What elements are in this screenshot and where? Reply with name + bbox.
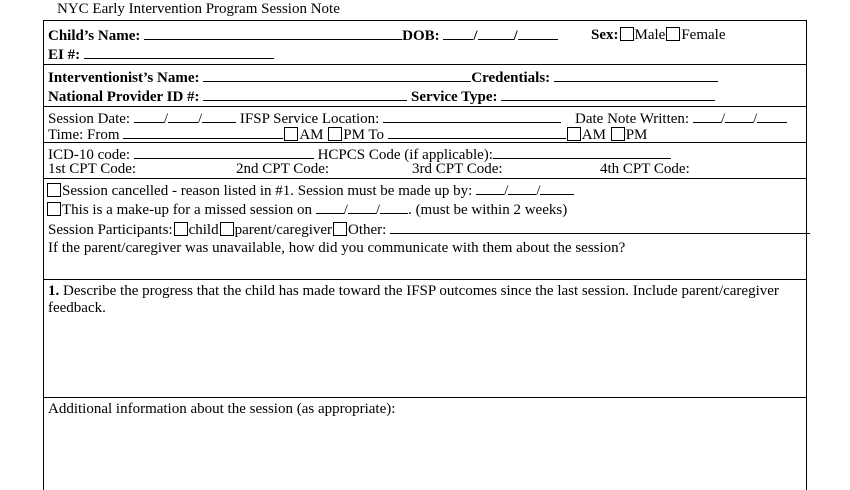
participants-row	[48, 221, 810, 238]
pm-checkbox[interactable]	[328, 127, 342, 141]
npi-label: National Provider ID #:	[48, 89, 200, 105]
cancelled-label: Session cancelled - reason listed in #1. Session must be made up by:	[62, 183, 473, 199]
additional-label: Additional information about the session (as appropriate):	[48, 401, 396, 417]
dob-day-field[interactable]	[478, 27, 514, 40]
male-label: Male	[634, 27, 666, 43]
sex-label: Sex:	[591, 27, 619, 43]
am-checkbox[interactable]	[284, 127, 298, 141]
divider	[43, 178, 807, 179]
other-label: Other:	[348, 222, 387, 238]
session-date-row: Session Date: / / IFSP Service Location:	[48, 110, 561, 127]
service-type-label: Service Type:	[411, 89, 498, 105]
session-date-label: Session Date:	[48, 111, 131, 127]
progress-number: 1.	[48, 283, 60, 299]
divider	[43, 397, 807, 398]
cpt4-label: 4th CPT Code:	[600, 161, 690, 177]
ei-row	[48, 46, 274, 63]
sex-group	[591, 27, 725, 43]
session-date-day[interactable]	[168, 110, 198, 123]
makeup-by-day[interactable]	[508, 182, 536, 195]
other-checkbox[interactable]	[333, 222, 347, 236]
child-name-field[interactable]	[144, 27, 402, 40]
npi-row	[48, 88, 715, 105]
am2-checkbox[interactable]	[567, 127, 581, 141]
makeup-by-year[interactable]	[540, 182, 574, 195]
ei-label: EI #:	[48, 47, 81, 63]
progress-answer-area[interactable]	[44, 318, 806, 396]
dob-year-field[interactable]	[518, 27, 558, 40]
unavailable-question: If the parent/caregiver was unavailable, how did you communicate with them about the session?	[48, 240, 626, 256]
session-date-year[interactable]	[202, 110, 236, 123]
pm2-checkbox[interactable]	[611, 127, 625, 141]
icd-field[interactable]	[134, 146, 314, 159]
child-name-label: Child’s Name:	[48, 28, 141, 44]
note-written-month[interactable]	[693, 110, 721, 123]
credentials-label: Credentials:	[471, 70, 551, 86]
male-checkbox[interactable]	[620, 27, 634, 41]
divider	[43, 106, 807, 107]
parent-checkbox[interactable]	[220, 222, 234, 236]
hcpcs-label: HCPCS Code (if applicable):	[317, 147, 493, 163]
hcpcs-field[interactable]	[493, 146, 671, 159]
makeup-note: . (must be within 2 weeks)	[408, 202, 568, 218]
child-label: child	[188, 222, 219, 238]
female-checkbox[interactable]	[666, 27, 680, 41]
female-label: Female	[681, 27, 726, 43]
dob-label: DOB:	[402, 28, 440, 44]
missed-day[interactable]	[348, 201, 376, 214]
interventionist-label: Interventionist’s Name:	[48, 70, 200, 86]
child-checkbox[interactable]	[174, 222, 188, 236]
cpt2-label: 2nd CPT Code:	[236, 161, 330, 177]
progress-text: Describe the progress that the child has made toward the IFSP outcomes since the last session. Include parent/caregiver	[59, 283, 779, 299]
icd-label: ICD-10 code:	[48, 147, 131, 163]
parent-label: parent/caregiver	[234, 222, 333, 238]
pm-to-label: PM To	[343, 127, 385, 143]
am-label: AM	[299, 127, 324, 143]
note-written-year[interactable]	[757, 110, 787, 123]
am2-label: AM	[581, 127, 606, 143]
icd-row	[48, 146, 671, 163]
note-written-group: Date Note Written: / /	[575, 110, 787, 127]
other-field[interactable]	[390, 221, 810, 234]
location-field[interactable]	[383, 110, 561, 123]
ei-field[interactable]	[84, 46, 274, 59]
location-label: IFSP Service Location:	[239, 111, 380, 127]
interventionist-row	[48, 69, 718, 86]
additional-answer-area[interactable]	[44, 420, 806, 480]
divider	[43, 64, 807, 65]
cancelled-row: Session cancelled - reason listed in #1. Session must be made up by: / /	[46, 182, 574, 199]
cancelled-checkbox[interactable]	[47, 183, 61, 197]
makeup-label: This is a make-up for a missed session on	[62, 202, 312, 218]
session-date-month[interactable]	[134, 110, 164, 123]
cpt3-label: 3rd CPT Code:	[412, 161, 503, 177]
npi-field[interactable]	[203, 88, 407, 101]
progress-text-line2: feedback.	[48, 300, 106, 316]
makeup-checkbox[interactable]	[47, 202, 61, 216]
missed-year[interactable]	[380, 201, 408, 214]
time-from-label: Time: From	[48, 127, 120, 143]
time-from-field[interactable]	[123, 126, 283, 139]
credentials-field[interactable]	[554, 69, 718, 82]
cpt1-label: 1st CPT Code:	[48, 161, 137, 177]
form-title: NYC Early Intervention Program Session Note	[57, 1, 340, 17]
time-row	[48, 126, 647, 143]
interventionist-field[interactable]	[203, 69, 471, 82]
dob-month-field[interactable]	[443, 27, 473, 40]
time-to-field[interactable]	[388, 126, 566, 139]
divider	[43, 279, 807, 280]
pm2-label: PM	[625, 127, 648, 143]
note-written-label: Date Note Written:	[575, 111, 690, 127]
makeup-by-month[interactable]	[476, 182, 504, 195]
progress-prompt	[48, 284, 779, 299]
child-name-row: Child’s Name: DOB: / /	[48, 27, 558, 44]
makeup-row: This is a make-up for a missed session on / / . (must be within 2 weeks)	[46, 201, 567, 218]
participants-label: Session Participants:	[48, 222, 173, 238]
service-type-field[interactable]	[501, 88, 715, 101]
note-written-day[interactable]	[725, 110, 753, 123]
missed-month[interactable]	[316, 201, 344, 214]
